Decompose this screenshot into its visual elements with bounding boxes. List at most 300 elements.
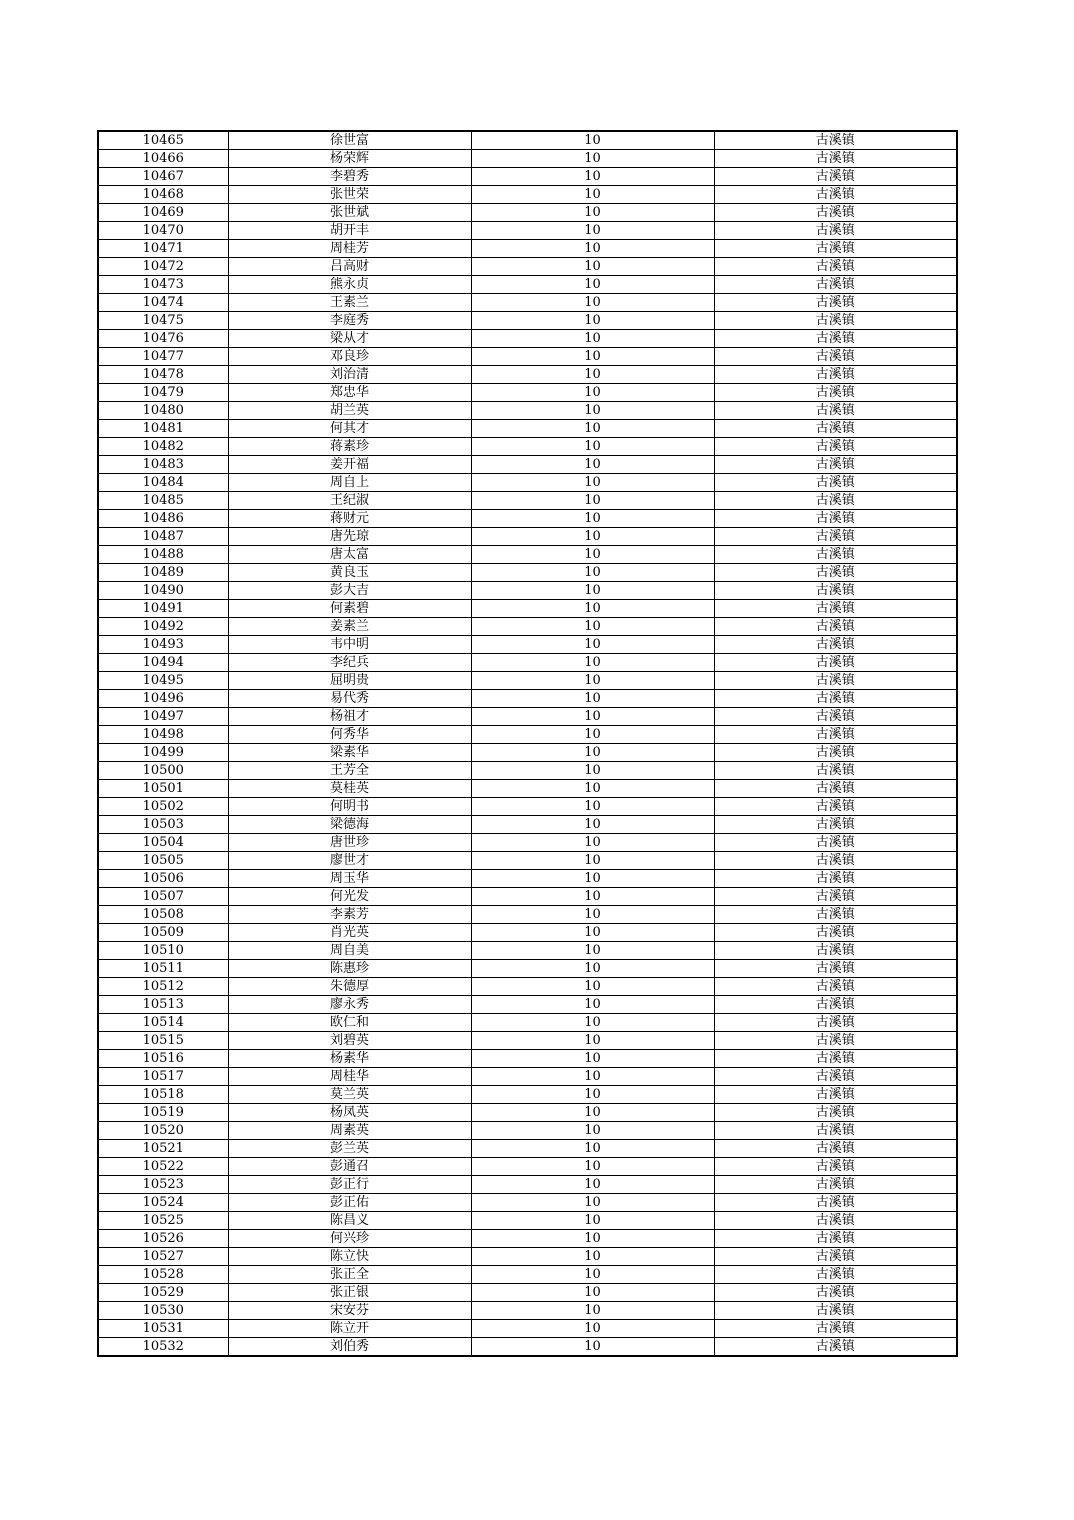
amount-cell: 10 (471, 816, 714, 834)
row-id-cell: 10486 (98, 510, 228, 528)
name-cell: 肖光英 (228, 924, 471, 942)
town-cell: 古溪镇 (714, 852, 957, 870)
table-row (98, 996, 957, 1014)
table-row (98, 762, 957, 780)
amount-cell: 10 (471, 348, 714, 366)
name-cell: 唐先琼 (228, 528, 471, 546)
town-cell: 古溪镇 (714, 1338, 957, 1357)
name-cell: 李纪兵 (228, 654, 471, 672)
row-id-cell: 10498 (98, 726, 228, 744)
amount-cell: 10 (471, 456, 714, 474)
table-row (98, 1302, 957, 1320)
town-cell: 古溪镇 (714, 1068, 957, 1086)
table-row (98, 888, 957, 906)
name-cell: 张世斌 (228, 204, 471, 222)
table-row (98, 546, 957, 564)
table-row (98, 168, 957, 186)
amount-cell: 10 (471, 978, 714, 996)
town-cell: 古溪镇 (714, 1050, 957, 1068)
town-cell: 古溪镇 (714, 690, 957, 708)
town-cell: 古溪镇 (714, 168, 957, 186)
row-id-cell: 10479 (98, 384, 228, 402)
name-cell: 胡兰英 (228, 402, 471, 420)
row-id-cell: 10505 (98, 852, 228, 870)
table-row (98, 420, 957, 438)
name-cell: 王芳全 (228, 762, 471, 780)
town-cell: 古溪镇 (714, 870, 957, 888)
amount-cell: 10 (471, 1104, 714, 1122)
town-cell: 古溪镇 (714, 1158, 957, 1176)
row-id-cell: 10473 (98, 276, 228, 294)
amount-cell: 10 (471, 222, 714, 240)
table-row (98, 1320, 957, 1338)
amount-cell: 10 (471, 402, 714, 420)
row-id-cell: 10488 (98, 546, 228, 564)
town-cell: 古溪镇 (714, 888, 957, 906)
table-row (98, 1176, 957, 1194)
name-cell: 陈惠珍 (228, 960, 471, 978)
row-id-cell: 10514 (98, 1014, 228, 1032)
town-cell: 古溪镇 (714, 186, 957, 204)
name-cell: 李碧秀 (228, 168, 471, 186)
amount-cell: 10 (471, 1266, 714, 1284)
name-cell: 梁素华 (228, 744, 471, 762)
table-row (98, 1032, 957, 1050)
town-cell: 古溪镇 (714, 816, 957, 834)
amount-cell: 10 (471, 1032, 714, 1050)
name-cell: 王素兰 (228, 294, 471, 312)
name-cell: 廖永秀 (228, 996, 471, 1014)
amount-cell: 10 (471, 150, 714, 168)
town-cell: 古溪镇 (714, 798, 957, 816)
row-id-cell: 10522 (98, 1158, 228, 1176)
amount-cell: 10 (471, 1014, 714, 1032)
table-row (98, 852, 957, 870)
name-cell: 杨素华 (228, 1050, 471, 1068)
row-id-cell: 10508 (98, 906, 228, 924)
amount-cell: 10 (471, 438, 714, 456)
town-cell: 古溪镇 (714, 222, 957, 240)
row-id-cell: 10527 (98, 1248, 228, 1266)
name-cell: 刘治清 (228, 366, 471, 384)
town-cell: 古溪镇 (714, 1248, 957, 1266)
table-row (98, 366, 957, 384)
amount-cell: 10 (471, 780, 714, 798)
town-cell: 古溪镇 (714, 492, 957, 510)
amount-cell: 10 (471, 654, 714, 672)
table-row (98, 600, 957, 618)
town-cell: 古溪镇 (714, 744, 957, 762)
amount-cell: 10 (471, 834, 714, 852)
amount-cell: 10 (471, 870, 714, 888)
name-cell: 陈昌义 (228, 1212, 471, 1230)
row-id-cell: 10468 (98, 186, 228, 204)
row-id-cell: 10487 (98, 528, 228, 546)
town-cell: 古溪镇 (714, 618, 957, 636)
table-row (98, 474, 957, 492)
amount-cell: 10 (471, 672, 714, 690)
amount-cell: 10 (471, 1284, 714, 1302)
amount-cell: 10 (471, 1050, 714, 1068)
name-cell: 周玉华 (228, 870, 471, 888)
town-cell: 古溪镇 (714, 348, 957, 366)
name-cell: 陈立快 (228, 1248, 471, 1266)
town-cell: 古溪镇 (714, 150, 957, 168)
name-cell: 屈明贵 (228, 672, 471, 690)
table-row (98, 942, 957, 960)
row-id-cell: 10503 (98, 816, 228, 834)
row-id-cell: 10504 (98, 834, 228, 852)
row-id-cell: 10513 (98, 996, 228, 1014)
table-body (98, 131, 957, 1356)
amount-cell: 10 (471, 131, 714, 150)
name-cell: 蒋素珍 (228, 438, 471, 456)
row-id-cell: 10476 (98, 330, 228, 348)
table-row (98, 798, 957, 816)
table-row (98, 258, 957, 276)
amount-cell: 10 (471, 204, 714, 222)
amount-cell: 10 (471, 276, 714, 294)
table-row (98, 312, 957, 330)
amount-cell: 10 (471, 996, 714, 1014)
name-cell: 易代秀 (228, 690, 471, 708)
amount-cell: 10 (471, 258, 714, 276)
table-row (98, 978, 957, 996)
town-cell: 古溪镇 (714, 942, 957, 960)
town-cell: 古溪镇 (714, 1032, 957, 1050)
row-id-cell: 10480 (98, 402, 228, 420)
name-cell: 梁德海 (228, 816, 471, 834)
table-row (98, 240, 957, 258)
town-cell: 古溪镇 (714, 294, 957, 312)
amount-cell: 10 (471, 474, 714, 492)
table-row (98, 150, 957, 168)
row-id-cell: 10469 (98, 204, 228, 222)
amount-cell: 10 (471, 1230, 714, 1248)
name-cell: 郑忠华 (228, 384, 471, 402)
table-row (98, 906, 957, 924)
table-row (98, 582, 957, 600)
amount-cell: 10 (471, 690, 714, 708)
name-cell: 宋安芬 (228, 1302, 471, 1320)
amount-cell: 10 (471, 1248, 714, 1266)
amount-cell: 10 (471, 240, 714, 258)
amount-cell: 10 (471, 186, 714, 204)
table-row (98, 1212, 957, 1230)
name-cell: 何素碧 (228, 600, 471, 618)
name-cell: 刘碧英 (228, 1032, 471, 1050)
name-cell: 欧仁和 (228, 1014, 471, 1032)
table-row (98, 1140, 957, 1158)
name-cell: 朱德厚 (228, 978, 471, 996)
name-cell: 李庭秀 (228, 312, 471, 330)
table-row (98, 636, 957, 654)
amount-cell: 10 (471, 564, 714, 582)
row-id-cell: 10526 (98, 1230, 228, 1248)
name-cell: 熊永贞 (228, 276, 471, 294)
town-cell: 古溪镇 (714, 131, 957, 150)
town-cell: 古溪镇 (714, 1284, 957, 1302)
amount-cell: 10 (471, 636, 714, 654)
town-cell: 古溪镇 (714, 420, 957, 438)
amount-cell: 10 (471, 546, 714, 564)
table-row (98, 348, 957, 366)
table-row (98, 492, 957, 510)
amount-cell: 10 (471, 582, 714, 600)
table-row (98, 1158, 957, 1176)
row-id-cell: 10489 (98, 564, 228, 582)
town-cell: 古溪镇 (714, 1230, 957, 1248)
town-cell: 古溪镇 (714, 780, 957, 798)
amount-cell: 10 (471, 366, 714, 384)
table-row (98, 330, 957, 348)
row-id-cell: 10515 (98, 1032, 228, 1050)
name-cell: 彭兰英 (228, 1140, 471, 1158)
town-cell: 古溪镇 (714, 384, 957, 402)
amount-cell: 10 (471, 1068, 714, 1086)
row-id-cell: 10519 (98, 1104, 228, 1122)
name-cell: 邓良珍 (228, 348, 471, 366)
table-row (98, 1122, 957, 1140)
name-cell: 杨凤英 (228, 1104, 471, 1122)
town-cell: 古溪镇 (714, 258, 957, 276)
row-id-cell: 10530 (98, 1302, 228, 1320)
table-row (98, 1104, 957, 1122)
town-cell: 古溪镇 (714, 834, 957, 852)
name-cell: 王纪淑 (228, 492, 471, 510)
town-cell: 古溪镇 (714, 1122, 957, 1140)
town-cell: 古溪镇 (714, 960, 957, 978)
town-cell: 古溪镇 (714, 510, 957, 528)
row-id-cell: 10482 (98, 438, 228, 456)
row-id-cell: 10484 (98, 474, 228, 492)
row-id-cell: 10525 (98, 1212, 228, 1230)
table-row (98, 276, 957, 294)
table-row (98, 564, 957, 582)
amount-cell: 10 (471, 1158, 714, 1176)
town-cell: 古溪镇 (714, 654, 957, 672)
amount-cell: 10 (471, 726, 714, 744)
table-row (98, 924, 957, 942)
name-cell: 彭正佑 (228, 1194, 471, 1212)
amount-cell: 10 (471, 1140, 714, 1158)
name-cell: 杨荣辉 (228, 150, 471, 168)
row-id-cell: 10477 (98, 348, 228, 366)
row-id-cell: 10483 (98, 456, 228, 474)
table-row (98, 672, 957, 690)
amount-cell: 10 (471, 330, 714, 348)
amount-cell: 10 (471, 420, 714, 438)
town-cell: 古溪镇 (714, 1014, 957, 1032)
row-id-cell: 10474 (98, 294, 228, 312)
row-id-cell: 10518 (98, 1086, 228, 1104)
row-id-cell: 10512 (98, 978, 228, 996)
amount-cell: 10 (471, 618, 714, 636)
town-cell: 古溪镇 (714, 672, 957, 690)
table-row (98, 1248, 957, 1266)
amount-cell: 10 (471, 1338, 714, 1357)
town-cell: 古溪镇 (714, 978, 957, 996)
table-row (98, 1194, 957, 1212)
row-id-cell: 10528 (98, 1266, 228, 1284)
amount-cell: 10 (471, 294, 714, 312)
town-cell: 古溪镇 (714, 528, 957, 546)
town-cell: 古溪镇 (714, 1266, 957, 1284)
name-cell: 彭大吉 (228, 582, 471, 600)
town-cell: 古溪镇 (714, 240, 957, 258)
amount-cell: 10 (471, 1086, 714, 1104)
table-row (98, 384, 957, 402)
amount-cell: 10 (471, 1302, 714, 1320)
table-row (98, 1266, 957, 1284)
amount-cell: 10 (471, 906, 714, 924)
town-cell: 古溪镇 (714, 1140, 957, 1158)
row-id-cell: 10524 (98, 1194, 228, 1212)
row-id-cell: 10500 (98, 762, 228, 780)
town-cell: 古溪镇 (714, 330, 957, 348)
town-cell: 古溪镇 (714, 1302, 957, 1320)
amount-cell: 10 (471, 510, 714, 528)
town-cell: 古溪镇 (714, 762, 957, 780)
amount-cell: 10 (471, 1122, 714, 1140)
table-row (98, 780, 957, 798)
name-cell: 廖世才 (228, 852, 471, 870)
table-row (98, 204, 957, 222)
amount-cell: 10 (471, 852, 714, 870)
table-row (98, 510, 957, 528)
town-cell: 古溪镇 (714, 636, 957, 654)
amount-cell: 10 (471, 1194, 714, 1212)
row-id-cell: 10490 (98, 582, 228, 600)
row-id-cell: 10472 (98, 258, 228, 276)
row-id-cell: 10529 (98, 1284, 228, 1302)
town-cell: 古溪镇 (714, 438, 957, 456)
name-cell: 周素英 (228, 1122, 471, 1140)
table-row (98, 1338, 957, 1357)
table-row (98, 960, 957, 978)
name-cell: 周自上 (228, 474, 471, 492)
name-cell: 周自美 (228, 942, 471, 960)
amount-cell: 10 (471, 168, 714, 186)
town-cell: 古溪镇 (714, 726, 957, 744)
name-cell: 何光发 (228, 888, 471, 906)
amount-cell: 10 (471, 528, 714, 546)
name-cell: 彭通召 (228, 1158, 471, 1176)
name-cell: 蒋财元 (228, 510, 471, 528)
town-cell: 古溪镇 (714, 276, 957, 294)
name-cell: 徐世富 (228, 131, 471, 150)
name-cell: 黄良玉 (228, 564, 471, 582)
table-row (98, 186, 957, 204)
table-row (98, 816, 957, 834)
name-cell: 张世荣 (228, 186, 471, 204)
amount-cell: 10 (471, 1176, 714, 1194)
row-id-cell: 10509 (98, 924, 228, 942)
name-cell: 何其才 (228, 420, 471, 438)
table-row (98, 1068, 957, 1086)
name-cell: 姜素兰 (228, 618, 471, 636)
row-id-cell: 10510 (98, 942, 228, 960)
name-cell: 李素芳 (228, 906, 471, 924)
amount-cell: 10 (471, 492, 714, 510)
table-row (98, 618, 957, 636)
name-cell: 唐世珍 (228, 834, 471, 852)
town-cell: 古溪镇 (714, 402, 957, 420)
row-id-cell: 10520 (98, 1122, 228, 1140)
row-id-cell: 10478 (98, 366, 228, 384)
table-row (98, 456, 957, 474)
row-id-cell: 10493 (98, 636, 228, 654)
row-id-cell: 10495 (98, 672, 228, 690)
town-cell: 古溪镇 (714, 366, 957, 384)
table-row (98, 131, 957, 150)
name-cell: 张正全 (228, 1266, 471, 1284)
table-row (98, 744, 957, 762)
name-cell: 周桂华 (228, 1068, 471, 1086)
amount-cell: 10 (471, 312, 714, 330)
name-cell: 张正银 (228, 1284, 471, 1302)
name-cell: 何明书 (228, 798, 471, 816)
town-cell: 古溪镇 (714, 1320, 957, 1338)
town-cell: 古溪镇 (714, 204, 957, 222)
amount-cell: 10 (471, 384, 714, 402)
town-cell: 古溪镇 (714, 1104, 957, 1122)
amount-cell: 10 (471, 744, 714, 762)
row-id-cell: 10467 (98, 168, 228, 186)
row-id-cell: 10470 (98, 222, 228, 240)
town-cell: 古溪镇 (714, 582, 957, 600)
table-row (98, 402, 957, 420)
name-cell: 莫桂英 (228, 780, 471, 798)
town-cell: 古溪镇 (714, 924, 957, 942)
row-id-cell: 10506 (98, 870, 228, 888)
row-id-cell: 10494 (98, 654, 228, 672)
row-id-cell: 10532 (98, 1338, 228, 1357)
row-id-cell: 10523 (98, 1176, 228, 1194)
row-id-cell: 10465 (98, 131, 228, 150)
row-id-cell: 10466 (98, 150, 228, 168)
row-id-cell: 10475 (98, 312, 228, 330)
amount-cell: 10 (471, 708, 714, 726)
table-row (98, 1230, 957, 1248)
data-table (97, 130, 958, 1357)
row-id-cell: 10531 (98, 1320, 228, 1338)
town-cell: 古溪镇 (714, 474, 957, 492)
amount-cell: 10 (471, 924, 714, 942)
table-row (98, 690, 957, 708)
amount-cell: 10 (471, 1320, 714, 1338)
row-id-cell: 10511 (98, 960, 228, 978)
name-cell: 周桂芳 (228, 240, 471, 258)
row-id-cell: 10492 (98, 618, 228, 636)
table-row (98, 708, 957, 726)
amount-cell: 10 (471, 1212, 714, 1230)
table-row (98, 528, 957, 546)
table-row (98, 1014, 957, 1032)
name-cell: 韦中明 (228, 636, 471, 654)
table-row (98, 294, 957, 312)
amount-cell: 10 (471, 600, 714, 618)
row-id-cell: 10481 (98, 420, 228, 438)
name-cell: 梁从才 (228, 330, 471, 348)
row-id-cell: 10521 (98, 1140, 228, 1158)
table-row (98, 834, 957, 852)
row-id-cell: 10496 (98, 690, 228, 708)
town-cell: 古溪镇 (714, 1212, 957, 1230)
name-cell: 姜开福 (228, 456, 471, 474)
table-row (98, 1086, 957, 1104)
town-cell: 古溪镇 (714, 564, 957, 582)
